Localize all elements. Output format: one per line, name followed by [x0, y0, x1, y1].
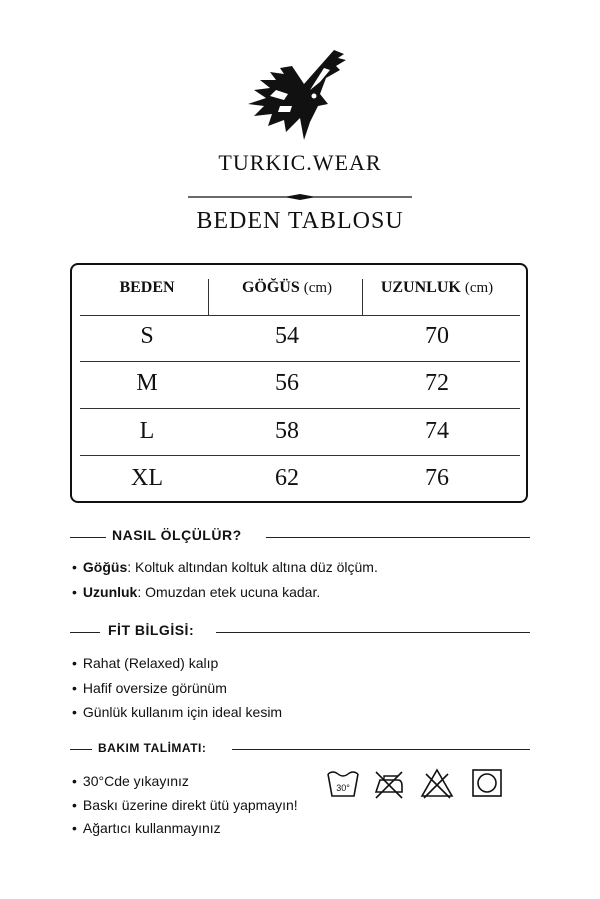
no-bleach-icon [420, 766, 454, 800]
header-size: BEDEN [119, 279, 175, 296]
wash-30-icon [326, 766, 360, 800]
length-cell: 72 [425, 370, 449, 396]
chest-cell: 62 [275, 465, 299, 491]
size-cell: XL [131, 465, 163, 491]
list-item: • Uzunluk: Omuzdan etek ucuna kadar. [72, 584, 321, 600]
row-divider [80, 455, 520, 456]
list-item: • Hafif oversize görünüm [72, 680, 227, 696]
row-divider [80, 408, 520, 409]
tumble-dry-icon [470, 766, 504, 800]
size-cell: S [140, 323, 154, 349]
no-iron-icon [372, 766, 406, 800]
size-table [70, 263, 528, 503]
row-divider [80, 361, 520, 362]
length-cell: 74 [425, 418, 449, 444]
svg-text:30°: 30° [336, 783, 350, 793]
chest-cell: 58 [275, 418, 299, 444]
list-item: • Günlük kullanım için ideal kesim [72, 704, 283, 720]
list-item: • Baskı üzerine direkt ütü yapmayın! [72, 797, 298, 813]
list-item: • Ağartıcı kullanmayınız [72, 820, 221, 836]
brand-logo [240, 44, 360, 144]
header-length: UZUNLUK (cm) [380, 279, 494, 296]
column-separator [208, 279, 209, 315]
length-cell: 76 [425, 465, 449, 491]
size-cell: M [136, 370, 158, 396]
fit-heading: FİT BİLGİSİ: [70, 622, 530, 642]
list-item: • Göğüs: Koltuk altından koltuk altına düz ölçüm. [72, 559, 378, 575]
row-divider [80, 315, 520, 316]
brand-name: TURKIC.WEAR [218, 150, 382, 175]
list-item: • 30°Cde yıkayınız [72, 773, 189, 789]
length-cell: 70 [425, 323, 449, 349]
measure-heading: NASIL ÖLÇÜLÜR? [70, 527, 530, 547]
title-divider [188, 193, 412, 201]
page-title: BEDEN TABLOSU [196, 208, 404, 234]
wolf-head-icon [240, 44, 360, 144]
care-heading: BAKIM TALİMATI: [70, 739, 530, 759]
size-cell: L [139, 418, 155, 444]
list-item: • Rahat (Relaxed) kalıp [72, 655, 219, 671]
chest-cell: 56 [275, 370, 299, 396]
header-chest: GÖĞÜS (cm) [241, 279, 333, 296]
chest-cell: 54 [275, 323, 299, 349]
